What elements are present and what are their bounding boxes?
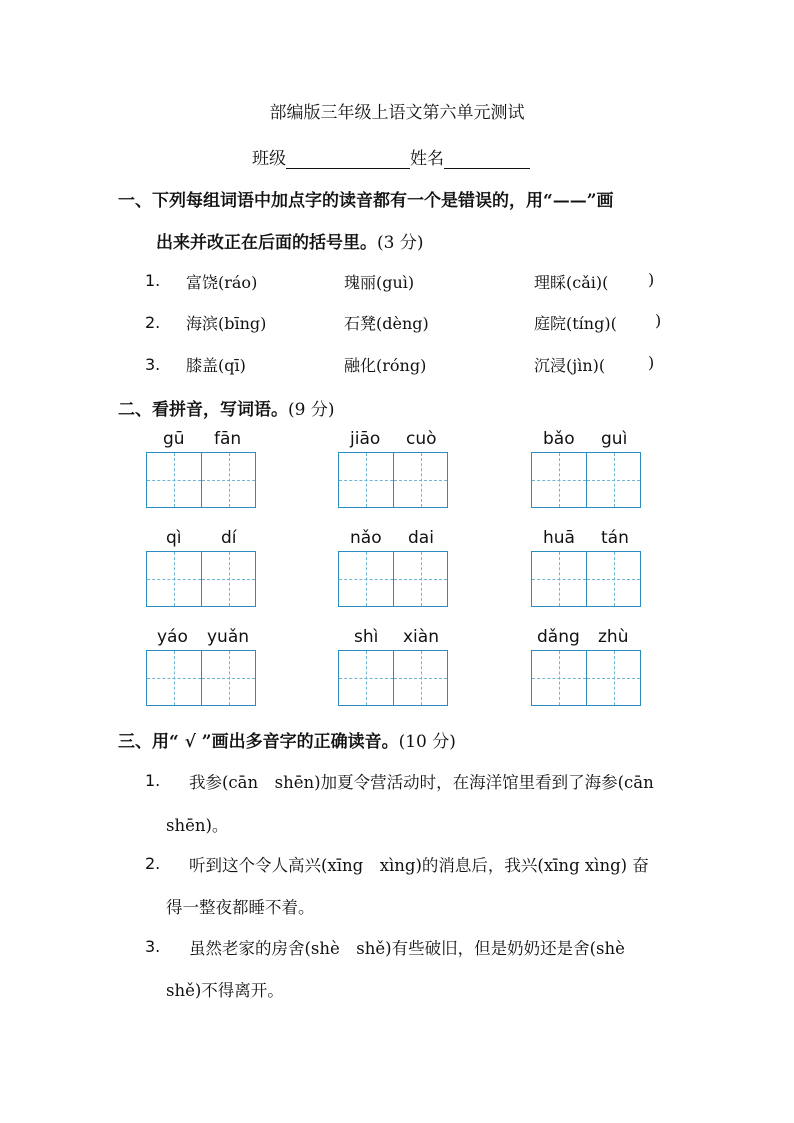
writing-cell[interactable] — [201, 651, 255, 705]
row-number: 3. — [145, 355, 161, 374]
pinyin-label: tán — [601, 528, 629, 548]
writing-grid[interactable] — [338, 551, 448, 607]
pinyin-label: yuǎn — [207, 627, 250, 647]
writing-cell[interactable] — [201, 453, 255, 507]
row-number: 1. — [145, 271, 161, 290]
pinyin-label: yáo — [157, 627, 188, 647]
item-line2: shēn)。 — [166, 816, 229, 835]
writing-cell[interactable] — [393, 453, 447, 507]
item-line1: 听到这个令人高兴(xīng xìng)的消息后，我兴(xīng xìng) 奋 — [189, 856, 649, 875]
item-number: 3. — [145, 937, 161, 956]
answer-paren-close: ) — [648, 353, 655, 372]
writing-cell[interactable] — [586, 651, 640, 705]
section3-heading — [118, 727, 456, 752]
class-blank[interactable] — [286, 150, 410, 169]
writing-cell[interactable] — [339, 651, 393, 705]
pinyin-label: gū — [163, 429, 185, 449]
writing-cell[interactable] — [339, 453, 393, 507]
section1-score: (3 分) — [377, 233, 424, 253]
writing-cell[interactable] — [393, 651, 447, 705]
writing-cell[interactable] — [532, 651, 586, 705]
writing-grid[interactable] — [146, 650, 256, 706]
pinyin-label: shì — [354, 627, 379, 647]
word-b: 融化(róng) — [344, 356, 427, 375]
section3-score: (10 分) — [398, 732, 456, 752]
word-b: 石凳(dèng) — [344, 314, 429, 333]
word-c: 沉浸(jìn)( — [534, 356, 606, 375]
writing-grid[interactable] — [531, 650, 641, 706]
word-a: 海滨(bīng) — [186, 314, 267, 333]
writing-cell[interactable] — [147, 552, 201, 606]
section2-score: (9 分) — [288, 400, 335, 420]
section2-heading — [118, 395, 334, 420]
pinyin-label: zhù — [598, 627, 629, 647]
item-line1: 虽然老家的房舍(shè shě)有些破旧，但是奶奶还是舍(shè — [189, 939, 625, 958]
writing-cell[interactable] — [586, 453, 640, 507]
word-a: 富饶(ráo) — [186, 273, 258, 292]
writing-grid[interactable] — [146, 551, 256, 607]
word-c: 理睬(cǎi)( — [534, 273, 609, 292]
writing-cell[interactable] — [147, 651, 201, 705]
student-info-line — [252, 144, 530, 169]
row-number: 2. — [145, 313, 161, 332]
writing-cell[interactable] — [532, 552, 586, 606]
item-number: 1. — [145, 771, 161, 790]
name-label: 姓名 — [410, 149, 444, 169]
pinyin-label: fān — [214, 429, 242, 449]
pinyin-label: guì — [601, 429, 628, 449]
item-line2: shě)不得离开。 — [166, 981, 284, 1000]
section1-heading-cont — [156, 228, 423, 253]
pinyin-label: cuò — [406, 429, 437, 449]
writing-grid[interactable] — [146, 452, 256, 508]
name-blank[interactable] — [444, 150, 530, 169]
writing-cell[interactable] — [586, 552, 640, 606]
class-label: 班级 — [252, 149, 286, 169]
writing-cell[interactable] — [393, 552, 447, 606]
pinyin-label: huā — [543, 528, 575, 548]
word-a: 膝盖(qī) — [186, 356, 246, 375]
item-line1: 我参(cān shēn)加夏令营活动时，在海洋馆里看到了海参(cān — [189, 773, 654, 792]
pinyin-label: dí — [221, 528, 237, 548]
pinyin-label: dǎng — [537, 627, 580, 647]
writing-grid[interactable] — [338, 650, 448, 706]
item-number: 2. — [145, 854, 161, 873]
section2-heading-text: 二、看拼音，写词语。 — [118, 400, 288, 420]
section3-heading-text: 三、用“ √ ”画出多音字的正确读音。 — [118, 732, 399, 752]
pinyin-label: bǎo — [543, 429, 575, 449]
item-line2: 得一整夜都睡不着。 — [166, 898, 315, 917]
section1-heading-text: 一、下列每组词语中加点字的读音都有一个是错误的，用“——”画 — [118, 191, 614, 211]
writing-cell[interactable] — [339, 552, 393, 606]
writing-cell[interactable] — [147, 453, 201, 507]
writing-grid[interactable] — [338, 452, 448, 508]
pinyin-label: qì — [166, 528, 182, 548]
writing-cell[interactable] — [201, 552, 255, 606]
answer-paren-close: ) — [655, 311, 662, 330]
pinyin-label: jiāo — [350, 429, 381, 449]
section1-heading-cont-text: 出来并改正在后面的括号里。 — [156, 233, 377, 253]
pinyin-label: xiàn — [403, 627, 439, 647]
page-title: 部编版三年级上语文第六单元测试 — [269, 103, 525, 123]
writing-cell[interactable] — [532, 453, 586, 507]
answer-paren-close: ) — [648, 270, 655, 289]
word-c: 庭院(tíng)( — [534, 314, 617, 333]
word-b: 瑰丽(guì) — [344, 273, 415, 292]
pinyin-label: dai — [408, 528, 434, 548]
writing-grid[interactable] — [531, 551, 641, 607]
section1-heading — [118, 186, 614, 211]
writing-grid[interactable] — [531, 452, 641, 508]
pinyin-label: nǎo — [350, 528, 382, 548]
